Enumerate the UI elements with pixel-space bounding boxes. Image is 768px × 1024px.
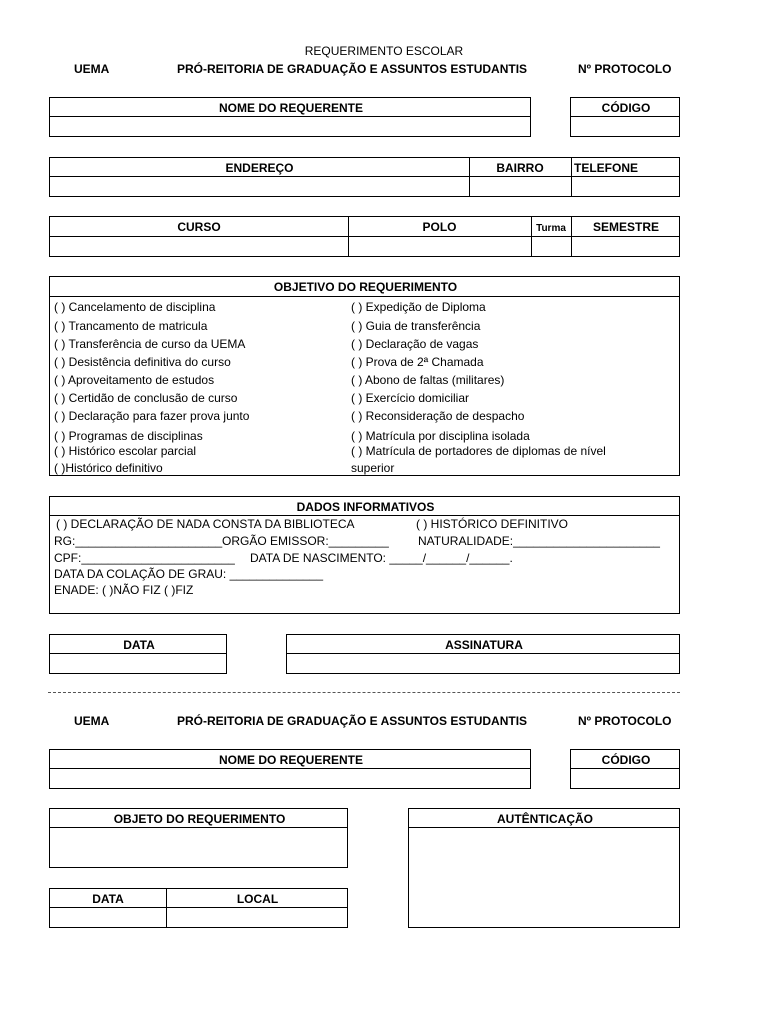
receipt-name-box[interactable] xyxy=(49,749,531,789)
birthplace-field[interactable]: NATURALIDADE:______________________ xyxy=(418,534,660,548)
objective-option[interactable]: ( ) Transferência de curso da UEMA xyxy=(54,337,246,351)
objective-option[interactable]: ( ) Guia de transferência xyxy=(351,319,481,333)
receipt-protocol-label: Nº PROTOCOLO xyxy=(578,714,672,728)
objective-option[interactable]: ( ) Histórico escolar parcial xyxy=(54,444,197,458)
cut-line xyxy=(48,692,680,693)
protocol-label: Nº PROTOCOLO xyxy=(578,62,672,76)
receipt-date-label: DATA xyxy=(92,892,124,906)
objective-option[interactable]: ( ) Matrícula de portadores de diplomas de nível xyxy=(351,444,606,458)
graduation-date-field[interactable]: DATA DA COLAÇÃO DE GRAU: ______________ xyxy=(54,567,324,581)
district-label: BAIRRO xyxy=(496,161,544,175)
objective-title: OBJETIVO DO REQUERIMENTO xyxy=(273,280,458,294)
object-label: OBJETO DO REQUERIMENTO xyxy=(113,812,286,826)
institution: UEMA xyxy=(74,62,110,76)
object-box[interactable] xyxy=(49,808,348,868)
code-box[interactable] xyxy=(570,97,680,137)
receipt-institution: UEMA xyxy=(74,714,110,728)
receipt-date-place-box[interactable] xyxy=(49,888,348,928)
requester-name-label: NOME DO REQUERENTE xyxy=(218,101,363,115)
objective-option-continuation: superior xyxy=(351,461,395,475)
date-label: DATA xyxy=(123,638,155,652)
course-box[interactable] xyxy=(49,216,680,257)
pole-label: POLO xyxy=(422,220,457,234)
phone-label: TELEFONE xyxy=(574,161,639,175)
info-title: DADOS INFORMATIVOS xyxy=(296,500,435,514)
objective-option[interactable]: ( ) Programas de disciplinas xyxy=(54,429,203,443)
objective-option[interactable]: ( ) Aproveitamento de estudos xyxy=(54,373,215,387)
rg-field[interactable]: RG:______________________ xyxy=(54,534,223,548)
cpf-field[interactable]: CPF:_______________________ xyxy=(54,551,235,565)
issuer-field[interactable]: ORGÃO EMISSOR:_________ xyxy=(222,534,389,548)
objective-option[interactable]: ( ) Trancamento de matricula xyxy=(54,319,208,333)
objective-option[interactable]: ( ) Expedição de Diploma xyxy=(351,300,486,314)
authentication-label: AUTÊNTICAÇÃO xyxy=(497,812,593,826)
objective-option[interactable]: ( ) Declaração para fazer prova junto xyxy=(54,409,250,423)
library-declaration-option[interactable]: ( ) DECLARAÇÃO DE NADA CONSTA DA BIBLIOTECA xyxy=(56,517,355,531)
objective-option[interactable]: ( ) Certidão de conclusão de curso xyxy=(54,391,238,405)
receipt-code-box[interactable] xyxy=(570,749,680,789)
signature-box[interactable] xyxy=(286,634,680,674)
requester-name-box[interactable] xyxy=(49,97,531,137)
date-box[interactable] xyxy=(49,634,227,674)
objective-option[interactable]: ( ) Exercício domiciliar xyxy=(351,391,470,405)
receipt-name-label: NOME DO REQUERENTE xyxy=(218,753,363,767)
form-title: REQUERIMENTO ESCOLAR xyxy=(304,44,464,58)
enade-field[interactable]: ENADE: ( )NÃO FIZ ( )FIZ xyxy=(54,583,194,597)
objective-option[interactable]: ( ) Prova de 2ª Chamada xyxy=(351,355,484,369)
receipt-place-label: LOCAL xyxy=(236,892,279,906)
objective-option[interactable]: ( ) Reconsideração de despacho xyxy=(351,409,525,423)
signature-label: ASSINATURA xyxy=(445,638,523,652)
objective-option[interactable]: ( ) Cancelamento de disciplina xyxy=(54,300,216,314)
objective-box xyxy=(49,276,680,476)
semester-label: SEMESTRE xyxy=(592,220,659,234)
receipt-code-label: CÓDIGO xyxy=(601,753,651,767)
class-label: Turma xyxy=(536,223,566,234)
objective-option[interactable]: ( ) Matrícula por disciplina isolada xyxy=(351,429,530,443)
authentication-box[interactable] xyxy=(408,808,680,928)
address-box[interactable] xyxy=(49,157,680,197)
definitive-transcript-option[interactable]: ( ) HISTÓRICO DEFINITIVO xyxy=(416,517,568,531)
course-label: CURSO xyxy=(177,220,221,234)
department: PRÓ-REITORIA DE GRADUAÇÃO E ASSUNTOS ESTUDANTIS xyxy=(177,62,528,76)
birthdate-field[interactable]: DATA DE NASCIMENTO: _____/______/______. xyxy=(250,551,513,565)
objective-option[interactable]: ( )Histórico definitivo xyxy=(54,461,163,475)
info-box xyxy=(49,496,680,614)
objective-option[interactable]: ( ) Declaração de vagas xyxy=(351,337,479,351)
address-label: ENDEREÇO xyxy=(225,161,294,175)
code-label: CÓDIGO xyxy=(601,101,651,115)
objective-option[interactable]: ( ) Abono de faltas (militares) xyxy=(351,373,505,387)
objective-option[interactable]: ( ) Desistência definitiva do curso xyxy=(54,355,231,369)
receipt-department: PRÓ-REITORIA DE GRADUAÇÃO E ASSUNTOS ESTUDANTIS xyxy=(177,714,528,728)
